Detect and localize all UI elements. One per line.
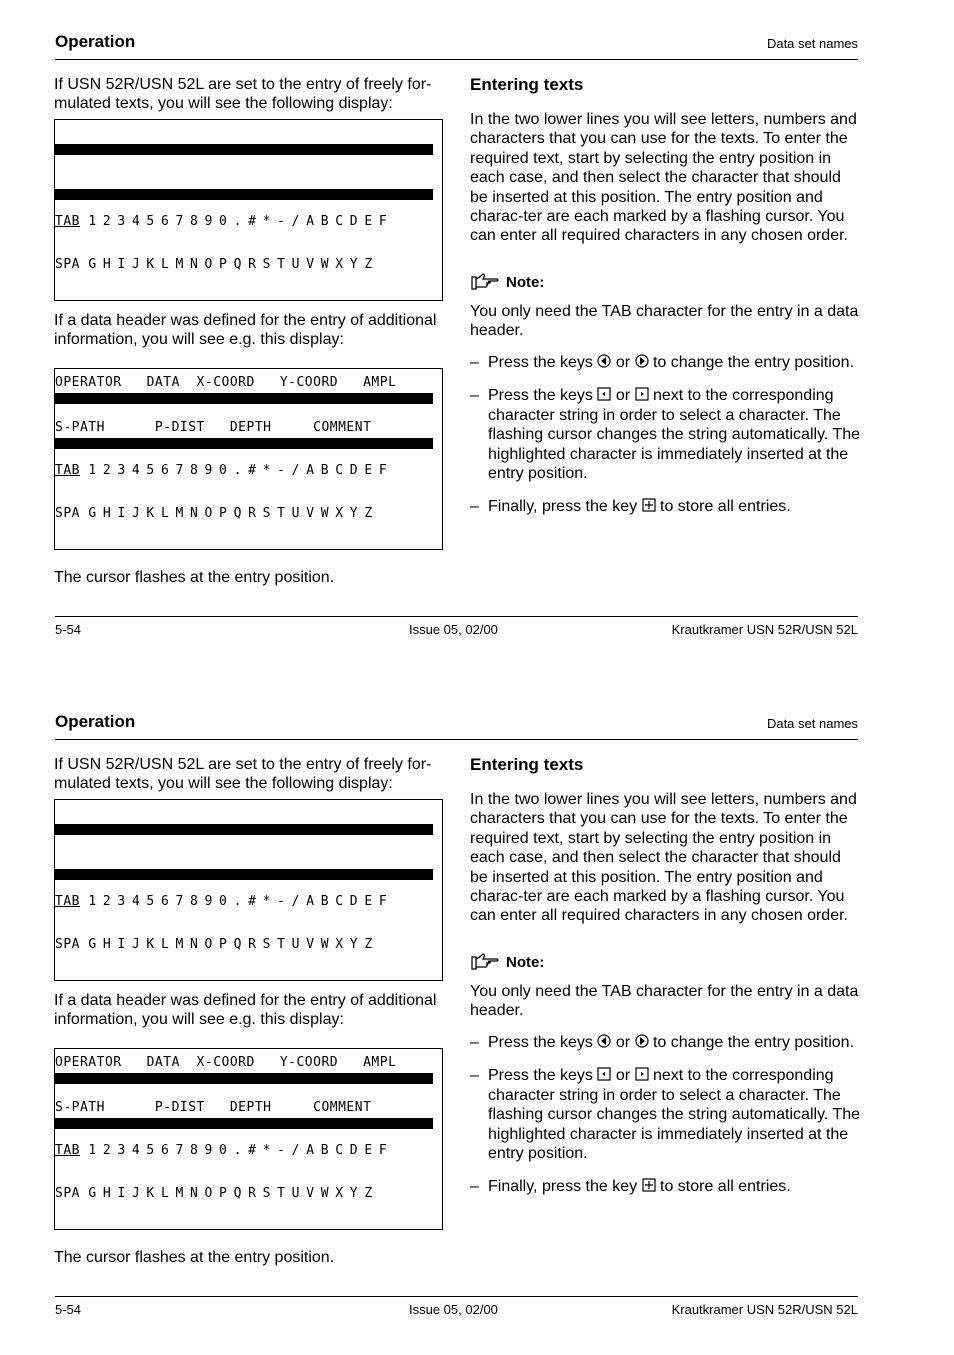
left-arrow-key-icon [597, 1034, 611, 1048]
spa-characters: GHIJKLMNOPQRSTUVWXYZ [88, 937, 379, 952]
display-cursor-bar [55, 189, 433, 200]
intro-paragraph: If USN 52R/USN 52L are set to the entry of freely for-mulated texts, you will see the following display: [54, 756, 432, 793]
right-arrow-key-icon [635, 1034, 649, 1048]
char-left-key-icon [597, 1067, 611, 1081]
footer-product: Krautkramer USN 52R/USN 52L [671, 622, 858, 637]
item-text: to change the entry position. [652, 1034, 855, 1051]
char-right-key-icon [635, 1067, 649, 1081]
item-text: to store all entries. [660, 498, 791, 516]
pointing-hand-icon [470, 273, 500, 291]
header-rule [55, 59, 858, 60]
display-cursor-bar [55, 869, 433, 880]
footer-rule [55, 1296, 858, 1297]
footer-product: Krautkramer USN 52R/USN 52L [671, 1302, 858, 1317]
list-item: – Press the keys or to change the entry position. [470, 354, 855, 371]
middle-paragraph: If a data header was defined for the entry of additional information, you will see e.g. this display: [54, 992, 437, 1029]
footer-page-number: 5-54 [55, 622, 82, 637]
spa-label: SPA [55, 257, 80, 272]
item-text: to store all entries. [660, 1178, 791, 1196]
note-paragraph: You only need the TAB character for the entry in a data header. [470, 303, 859, 340]
item-text: Press the keys [488, 387, 593, 405]
display-cursor-bar [55, 438, 433, 449]
spa-label: SPA [55, 1186, 80, 1201]
item-text: or [615, 387, 631, 405]
section-title: Entering texts [470, 755, 584, 774]
display-data-header [54, 368, 443, 550]
display-cursor-bar [55, 144, 433, 155]
header-title: Operation [55, 712, 136, 731]
right-arrow-key-icon [635, 354, 649, 368]
item-text: Finally, press the key [488, 1178, 638, 1196]
note-paragraph: You only need the TAB character for the entry in a data header. [470, 983, 859, 1020]
list-item: – Finally, press the key to store all entries. [470, 1178, 791, 1196]
spa-label: SPA [55, 937, 80, 952]
note-heading [470, 273, 544, 291]
left-arrow-key-icon [597, 354, 611, 368]
item-text: next to the corresponding character string in order to select a character. The flashing cursor changes the string automatically. The highlighted character is immediately inserted at the entry position. [488, 1067, 861, 1163]
item-text: next to the corresponding character string in order to select a character. The flashing cursor changes the string automatically. The highlighted character is immediately inserted at the entry position. [488, 387, 861, 483]
item-text: Press the keys [488, 354, 593, 371]
spa-characters: GHIJKLMNOPQRSTUVWXYZ [88, 257, 379, 272]
list-item: – Press the keys or to change the entry position. [470, 1034, 855, 1051]
display-cursor-bar [55, 1073, 433, 1084]
display-free-text [54, 119, 443, 301]
tab-label: TAB [55, 1143, 80, 1158]
note-heading [470, 953, 544, 971]
footer-issue: Issue 05, 02/00 [409, 622, 498, 637]
instruction-list [470, 353, 862, 531]
footer-page-number: 5-54 [55, 1302, 82, 1317]
section-title: Entering texts [470, 75, 584, 94]
manual-page [0, 0, 954, 675]
list-item: – Finally, press the key to store all entries. [470, 498, 791, 516]
char-right-key-icon [635, 387, 649, 401]
item-text: or [615, 1034, 631, 1051]
display-row-1: OPERATOR DATA X-COORD Y-COORD AMPL [55, 1055, 397, 1070]
header-title: Operation [55, 32, 136, 51]
display-tab-row [55, 1143, 393, 1159]
tab-label: TAB [55, 463, 80, 478]
item-text: Finally, press the key [488, 498, 638, 516]
intro-paragraph: If USN 52R/USN 52L are set to the entry of freely for-mulated texts, you will see the following display: [54, 76, 432, 113]
spa-characters: GHIJKLMNOPQRSTUVWXYZ [88, 1186, 379, 1201]
display-spa-row [55, 257, 379, 273]
tab-label: TAB [55, 214, 80, 229]
outro-paragraph: The cursor flashes at the entry position. [54, 1249, 335, 1266]
display-spa-row [55, 506, 379, 522]
display-spa-row [55, 1186, 379, 1202]
item-text: Press the keys [488, 1067, 593, 1085]
store-key-icon [642, 498, 656, 512]
outro-paragraph: The cursor flashes at the entry position. [54, 569, 335, 586]
list-item: – Press the keys or next to the corresponding character string in order to select a character. The flashing cursor changes the string automatically. The highlighted character is immediately inserted at the entry position. [470, 1067, 861, 1163]
manual-page [0, 680, 954, 1355]
tab-label: TAB [55, 894, 80, 909]
item-text: Press the keys [488, 1034, 593, 1051]
list-item: – Press the keys or next to the corresponding character string in order to select a character. The flashing cursor changes the string automatically. The highlighted character is immediately inserted at the entry position. [470, 387, 861, 483]
tab-characters: 1234567890.#*-/ABCDEF [88, 894, 394, 909]
header-section: Data set names [766, 36, 858, 51]
display-row-1: OPERATOR DATA X-COORD Y-COORD AMPL [55, 375, 397, 390]
body-paragraph: In the two lower lines you will see letters, numbers and characters that you can use for the texts. To enter the required text, start by selecting the entry position in each case, and then select the character that should be inserted at this position. The entry position and charac-ter are each marked by a flashing cursor. You can enter all required characters in any chosen order. [470, 791, 857, 925]
body-paragraph: In the two lower lines you will see letters, numbers and characters that you can use for the texts. To enter the required text, start by selecting the entry position in each case, and then select the character that should be inserted at this position. The entry position and charac-ter are each marked by a flashing cursor. You can enter all required characters in any chosen order. [470, 111, 857, 245]
tab-characters: 1234567890.#*-/ABCDEF [88, 463, 394, 478]
display-row-2: S-PATH P-DIST DEPTH COMMENT [55, 420, 372, 435]
tab-characters: 1234567890.#*-/ABCDEF [88, 1143, 394, 1158]
spa-characters: GHIJKLMNOPQRSTUVWXYZ [88, 506, 379, 521]
display-free-text [54, 799, 443, 981]
footer-rule [55, 616, 858, 617]
display-row-2: S-PATH P-DIST DEPTH COMMENT [55, 1100, 372, 1115]
display-tab-row [55, 463, 393, 479]
tab-characters: 1234567890.#*-/ABCDEF [88, 214, 394, 229]
header-rule [55, 739, 858, 740]
instruction-list [470, 1033, 862, 1211]
display-data-header [54, 1048, 443, 1230]
item-text: to change the entry position. [652, 354, 855, 371]
spa-label: SPA [55, 506, 80, 521]
note-label: Note: [506, 953, 545, 971]
display-tab-row [55, 894, 393, 910]
item-text: or [615, 1067, 631, 1085]
store-key-icon [642, 1178, 656, 1192]
note-label: Note: [506, 273, 545, 291]
middle-paragraph: If a data header was defined for the entry of additional information, you will see e.g. this display: [54, 312, 437, 349]
header-section: Data set names [766, 716, 858, 731]
item-text: or [615, 354, 631, 371]
display-cursor-bar [55, 824, 433, 835]
display-cursor-bar [55, 393, 433, 404]
footer-issue: Issue 05, 02/00 [409, 1302, 498, 1317]
pointing-hand-icon [470, 953, 500, 971]
display-spa-row [55, 937, 379, 953]
char-left-key-icon [597, 387, 611, 401]
display-cursor-bar [55, 1118, 433, 1129]
display-tab-row [55, 214, 393, 230]
